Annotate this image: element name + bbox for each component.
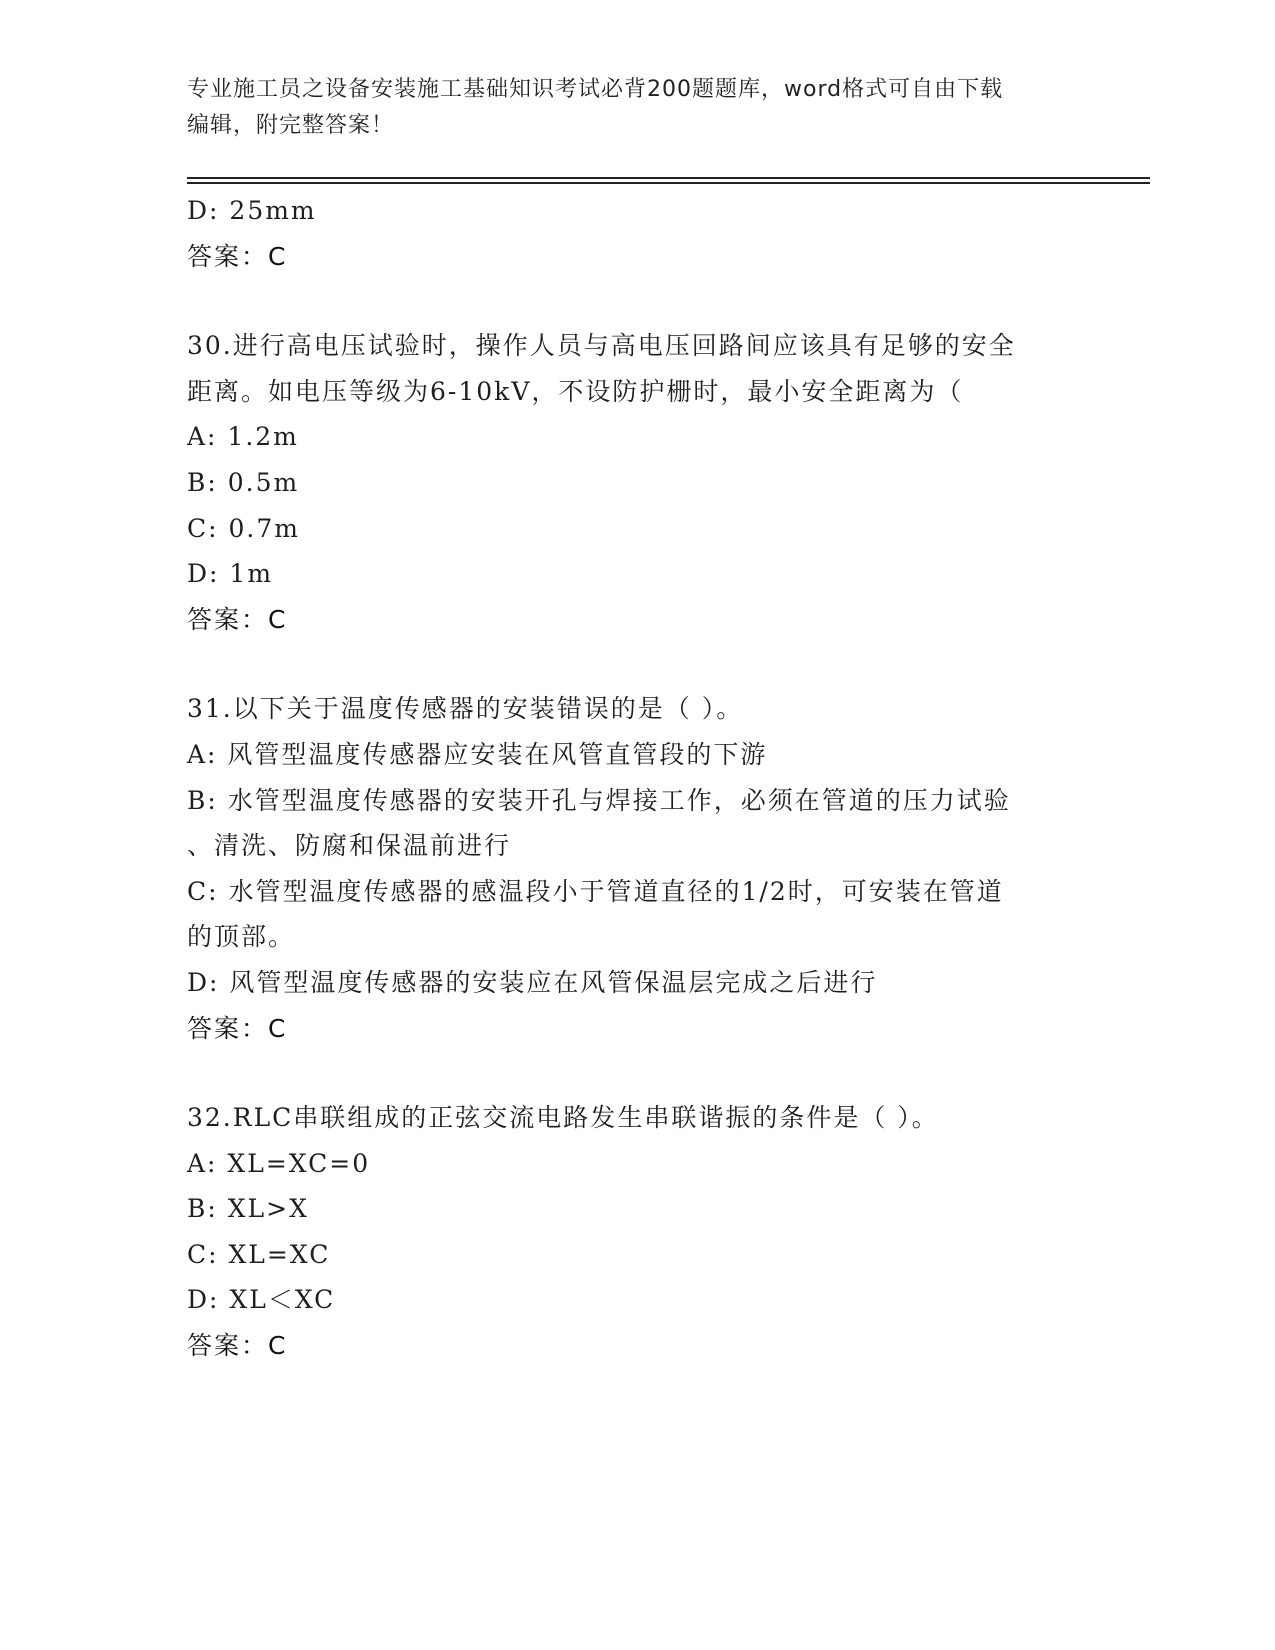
- option-d: D: XL＜XC: [187, 1285, 336, 1315]
- header-divider-top: [187, 177, 1150, 179]
- option-d: D: 风管型温度传感器的安装应在风管保温层完成之后进行: [187, 967, 878, 997]
- option-d: D: 1m: [187, 559, 274, 589]
- option-c: C: XL=XC: [187, 1239, 331, 1269]
- answer-line: 答案：C: [187, 1013, 288, 1043]
- document-header: [187, 72, 1087, 144]
- option-b: B: XL>X: [187, 1194, 309, 1224]
- header-title-line-2: 编辑，附完整答案！: [187, 113, 395, 138]
- question-stem-line-2: 距离。如电压等级为6-10kV，不设防护栅时，最小安全距离为（: [187, 376, 964, 406]
- question-32: [187, 1095, 1087, 1369]
- option-a: A: 风管型温度传感器应安装在风管直管段的下游: [187, 739, 768, 769]
- option-b-line-1: B: 水管型温度传感器的安装开孔与焊接工作，必须在管道的压力试验: [187, 785, 1011, 815]
- option-a: A: XL=XC=0: [187, 1148, 371, 1178]
- question-list: [187, 188, 1087, 1369]
- option-b-line-2: 、清洗、防腐和保温前进行: [187, 831, 512, 861]
- header-title-line-1: 专业施工员之设备安装施工基础知识考试必背200题题库，word格式可自由下载: [187, 77, 1004, 102]
- header-divider-bottom: [187, 182, 1150, 184]
- question-spacer: [187, 279, 1087, 323]
- question-stem-line-1: 30.进行高电压试验时，操作人员与高电压回路间应该具有足够的安全: [187, 331, 1016, 361]
- question-spacer: [187, 1051, 1087, 1095]
- option-c: C: 0.7m: [187, 513, 300, 543]
- question-stem: 32.RLC串联组成的正弦交流电路发生串联谐振的条件是（ ）。: [187, 1103, 939, 1133]
- answer-line: 答案：C: [187, 241, 288, 271]
- question-31: [187, 686, 1087, 1051]
- question-30: [187, 323, 1087, 642]
- question-29-tail: [187, 188, 1087, 279]
- answer-line: 答案：C: [187, 604, 288, 634]
- answer-line: 答案：C: [187, 1331, 288, 1361]
- option-c-line-2: 的顶部。: [187, 922, 296, 952]
- option-b: B: 0.5m: [187, 467, 300, 497]
- option-d: D: 25mm: [187, 196, 317, 225]
- question-spacer: [187, 642, 1087, 686]
- option-a: A: 1.2m: [187, 422, 299, 452]
- option-c-line-1: C: 水管型温度传感器的感温段小于管道直径的1/2时，可安装在管道: [187, 876, 1004, 906]
- question-stem: 31.以下关于温度传感器的安装错误的是（ ）。: [187, 694, 744, 724]
